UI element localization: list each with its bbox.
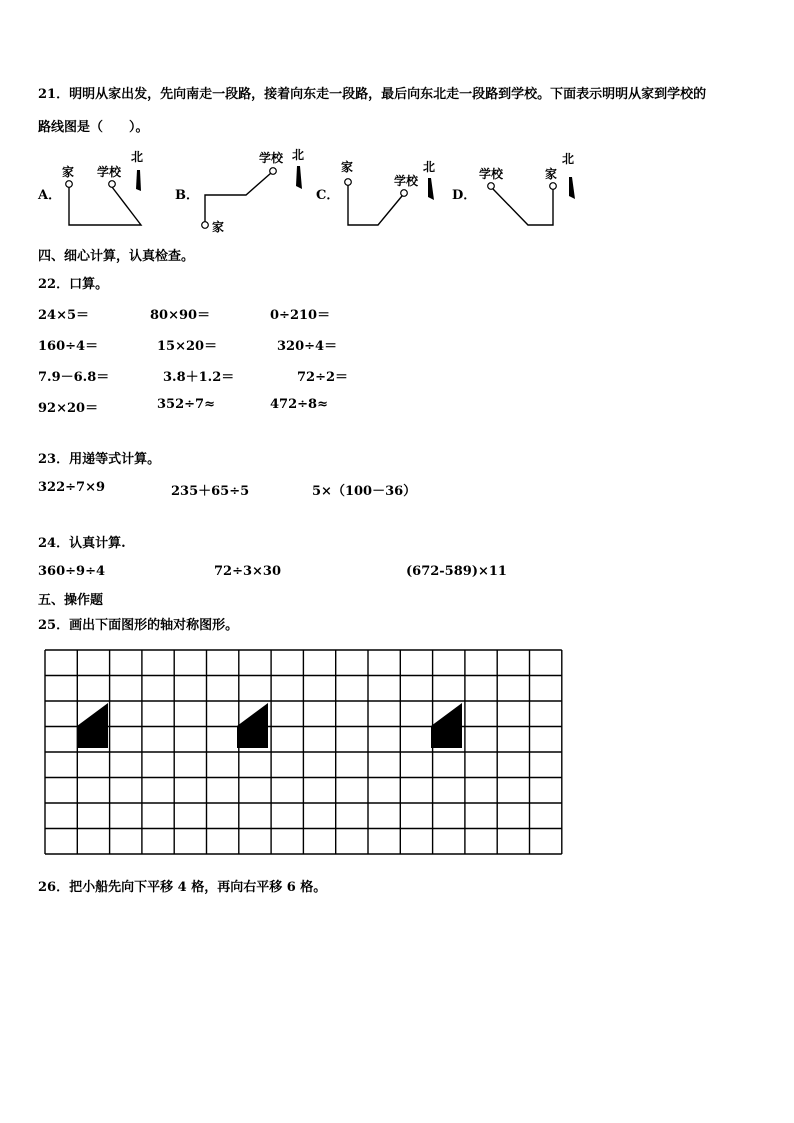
shape-3	[431, 703, 462, 748]
q24-item: 360÷9÷4	[38, 564, 106, 579]
option-c-school-label: 学校	[394, 174, 419, 188]
q25-title: 25．画出下面图形的轴对称图形。	[38, 618, 239, 633]
q22-item: 160÷4＝	[38, 339, 99, 354]
q23-item: 235＋65÷5	[171, 484, 250, 499]
option-b-north-label: 北	[292, 148, 305, 162]
option-a-school-label: 学校	[97, 165, 122, 179]
q23-item: 322÷7×9	[38, 480, 106, 495]
option-c-letter[interactable]: C．	[316, 188, 340, 203]
q24-item: (672-589)×11	[406, 564, 507, 579]
q22-item: 352÷7≈	[157, 397, 215, 412]
q24-title: 24．认真计算.	[38, 536, 126, 551]
option-a-letter[interactable]: A．	[38, 188, 62, 203]
q22-item: 72÷2＝	[297, 370, 349, 385]
q22-item: 92×20＝	[38, 401, 99, 416]
option-c-home-label: 家	[341, 160, 354, 174]
option-b-home-label: 家	[212, 220, 225, 234]
option-d-school-label: 学校	[479, 167, 504, 181]
q24-item: 72÷3×30	[214, 564, 282, 579]
q21-text-line2: 路线图是（ ）。	[38, 120, 149, 135]
shape-2	[237, 703, 268, 748]
q26-title: 26．把小船先向下平移 4 格，再向右平移 6 格。	[38, 880, 327, 895]
q22-item: 320÷4＝	[277, 339, 338, 354]
q22-item: 0÷210＝	[270, 308, 331, 323]
option-d-home-label: 家	[545, 167, 558, 181]
q22-title: 22．口算。	[38, 277, 109, 292]
q22-item: 80×90＝	[150, 308, 211, 323]
option-d-letter[interactable]: D．	[452, 188, 477, 203]
option-a-home-label: 家	[62, 165, 75, 179]
q21-text-line1: 21．明明从家出发，先向南走一段路，接着向东走一段路，最后向东北走一段路到学校。下面表示明明从家到学校的	[38, 87, 707, 102]
option-b-school-label: 学校	[259, 151, 284, 165]
q22-item: 15×20＝	[157, 339, 218, 354]
option-b-letter[interactable]: B．	[175, 188, 199, 203]
section4-heading: 四、细心计算，认真检查。	[38, 249, 195, 264]
shape-1	[77, 703, 108, 748]
option-a-north-label: 北	[131, 150, 144, 164]
option-d-north-label: 北	[562, 152, 575, 166]
option-c-north-label: 北	[423, 160, 436, 174]
q22-item: 3.8＋1.2＝	[163, 370, 235, 385]
q22-item: 24×5＝	[38, 308, 90, 323]
q23-item: 5×（100－36）	[312, 484, 417, 499]
section5-heading: 五、操作题	[38, 593, 104, 608]
q22-item: 7.9－6.8＝	[38, 370, 110, 385]
q23-title: 23．用递等式计算。	[38, 452, 161, 467]
q22-item: 472÷8≈	[270, 397, 328, 412]
